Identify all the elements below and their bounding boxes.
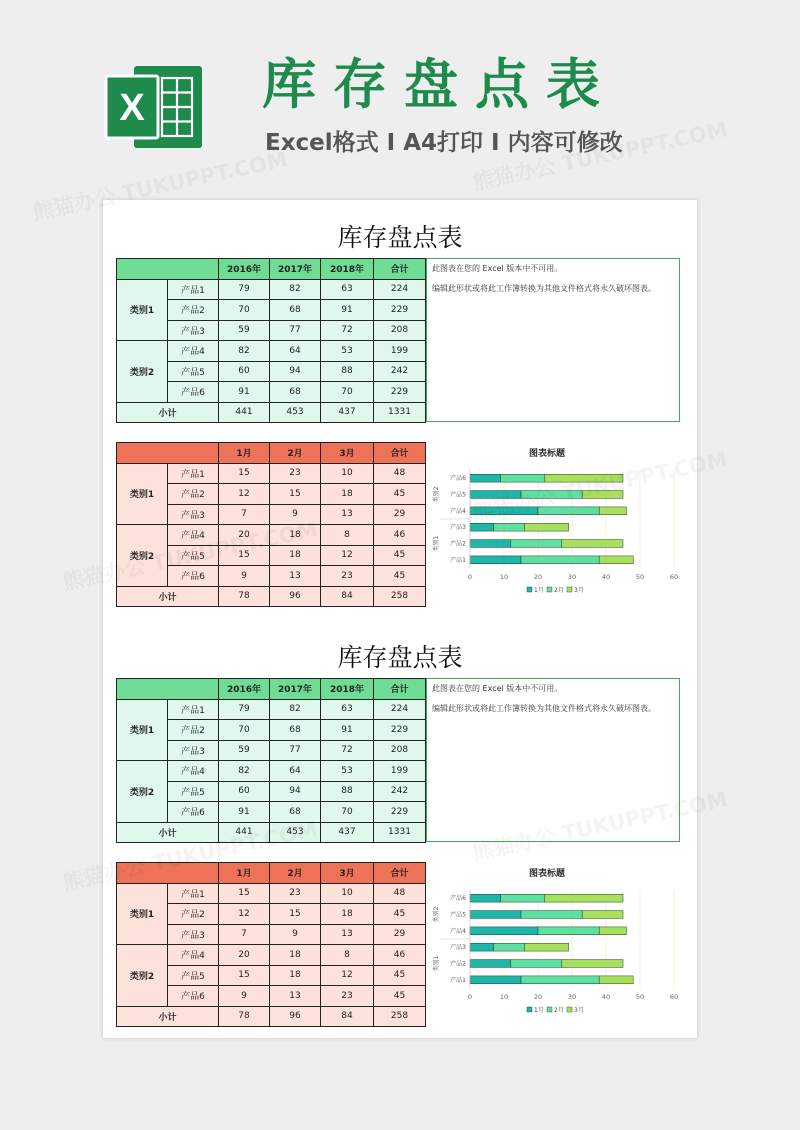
y-category-label: 产品5	[450, 911, 466, 919]
table-row	[117, 699, 426, 720]
table-row	[117, 945, 426, 966]
value-cell: 18	[270, 945, 321, 966]
subtotal-cell: 1331	[374, 822, 426, 843]
subtotal-label-cell: 小计	[117, 822, 219, 843]
chart-title: 图表标题	[528, 449, 566, 459]
y-group-label: 类别2	[433, 486, 440, 503]
value-cell: 88	[321, 781, 374, 802]
category-cell: 类别1	[117, 883, 168, 945]
y-category-label: 产品6	[450, 475, 466, 483]
chart-svg	[426, 862, 684, 1028]
value-cell: 91	[219, 802, 270, 823]
value-cell: 13	[321, 504, 374, 525]
value-cell: 229	[374, 720, 426, 741]
value-cell: 77	[270, 320, 321, 341]
chart-edit-warning-text: 编辑此形状或将此工作簿转换为其他文件格式将永久破坏图表。	[432, 704, 656, 713]
subtotal-row	[117, 1006, 426, 1027]
x-tick-label: 10	[499, 993, 509, 1001]
value-cell: 68	[270, 802, 321, 823]
sheet-title: 库存盘点表	[337, 643, 463, 672]
bar-segment	[521, 911, 582, 919]
bar-segment	[494, 523, 525, 531]
bar-segment	[501, 474, 545, 482]
bar-segment	[582, 911, 623, 919]
value-cell: 72	[321, 320, 374, 341]
value-cell: 60	[219, 781, 270, 802]
bar-segment	[562, 540, 623, 548]
value-cell: 53	[321, 761, 374, 782]
value-cell: 64	[270, 761, 321, 782]
subtotal-cell: 441	[219, 822, 270, 843]
legend-swatch	[567, 1007, 572, 1012]
value-cell: 18	[321, 484, 374, 505]
value-cell: 208	[374, 740, 426, 761]
product-label-cell: 产品6	[168, 566, 219, 587]
page-title: 库存盘点表	[262, 53, 617, 116]
value-cell: 224	[374, 279, 426, 300]
value-cell: 15	[219, 965, 270, 986]
value-cell: 48	[374, 883, 426, 904]
column-header: 1月	[219, 863, 270, 884]
monthly-stacked-bar-chart	[426, 442, 684, 608]
column-header: 2016年	[219, 679, 270, 700]
value-cell: 48	[374, 463, 426, 484]
value-cell: 15	[270, 484, 321, 505]
legend-swatch	[547, 587, 552, 592]
y-category-label: 产品3	[450, 944, 466, 952]
value-cell: 13	[270, 566, 321, 587]
column-header: 3月	[321, 443, 374, 464]
chart-unavailable-notice	[426, 258, 680, 422]
value-cell: 12	[321, 545, 374, 566]
subtotal-cell: 1331	[374, 402, 426, 423]
value-cell: 70	[219, 300, 270, 321]
value-cell: 68	[270, 300, 321, 321]
y-category-label: 产品4	[450, 507, 466, 515]
value-cell: 79	[219, 699, 270, 720]
table-header-row	[117, 679, 426, 700]
table-row	[117, 463, 426, 484]
value-cell: 12	[219, 904, 270, 925]
x-tick-label: 0	[467, 993, 473, 1001]
x-tick-label: 40	[601, 993, 611, 1001]
value-cell: 224	[374, 699, 426, 720]
bar-segment	[599, 556, 633, 564]
bar-segment	[521, 556, 599, 564]
product-label-cell: 产品1	[168, 463, 219, 484]
sheet-block	[103, 638, 697, 1046]
subtotal-cell: 78	[219, 586, 270, 607]
value-cell: 10	[321, 883, 374, 904]
chart-unavailable-text: 此图表在您的 Excel 版本中不可用。	[432, 684, 563, 693]
value-cell: 12	[321, 965, 374, 986]
value-cell: 94	[270, 781, 321, 802]
product-label-cell: 产品5	[168, 361, 219, 382]
product-label-cell: 产品6	[168, 382, 219, 403]
value-cell: 242	[374, 781, 426, 802]
table-row	[117, 525, 426, 546]
product-label-cell: 产品6	[168, 986, 219, 1007]
document-page	[103, 200, 697, 1038]
legend-label: 2月	[554, 587, 564, 594]
x-tick-label: 10	[499, 573, 509, 581]
product-label-cell: 产品4	[168, 761, 219, 782]
chart-title: 图表标题	[528, 869, 566, 879]
legend-swatch	[547, 1007, 552, 1012]
bar-segment	[470, 556, 521, 564]
bar-segment	[599, 976, 633, 984]
header-corner-cell	[117, 679, 219, 700]
value-cell: 199	[374, 761, 426, 782]
x-tick-label: 0	[467, 573, 473, 581]
subtotal-row	[117, 586, 426, 607]
x-tick-label: 50	[635, 573, 645, 581]
subtotal-cell: 441	[219, 402, 270, 423]
value-cell: 79	[219, 279, 270, 300]
table-row	[117, 761, 426, 782]
product-label-cell: 产品5	[168, 545, 219, 566]
legend-swatch	[567, 587, 572, 592]
product-label-cell: 产品2	[168, 904, 219, 925]
value-cell: 13	[270, 986, 321, 1007]
value-cell: 59	[219, 740, 270, 761]
bar-segment	[538, 927, 599, 935]
y-category-label: 产品2	[450, 960, 466, 968]
y-category-label: 产品3	[450, 524, 466, 532]
bar-segment	[470, 960, 511, 968]
table-row	[117, 341, 426, 362]
yearly-stock-table	[116, 258, 426, 423]
category-cell: 类别2	[117, 945, 168, 1007]
legend-label: 1月	[534, 587, 544, 594]
value-cell: 15	[219, 545, 270, 566]
monthly-stock-table	[116, 442, 426, 607]
table-header-row	[117, 443, 426, 464]
subtotal-cell: 437	[321, 402, 374, 423]
value-cell: 9	[219, 566, 270, 587]
column-header: 合计	[374, 443, 426, 464]
x-tick-label: 50	[635, 993, 645, 1001]
product-label-cell: 产品4	[168, 525, 219, 546]
value-cell: 45	[374, 484, 426, 505]
category-cell: 类别1	[117, 699, 168, 761]
value-cell: 23	[321, 986, 374, 1007]
column-header: 2017年	[270, 259, 321, 280]
value-cell: 82	[219, 341, 270, 362]
subtotal-label-cell: 小计	[117, 1006, 219, 1027]
subtotal-cell: 84	[321, 586, 374, 607]
value-cell: 91	[321, 300, 374, 321]
value-cell: 229	[374, 300, 426, 321]
chart-svg	[426, 442, 684, 608]
value-cell: 13	[321, 924, 374, 945]
column-header: 合计	[374, 863, 426, 884]
x-tick-label: 30	[567, 573, 577, 581]
value-cell: 23	[321, 566, 374, 587]
bar-segment	[524, 523, 568, 531]
value-cell: 46	[374, 945, 426, 966]
value-cell: 45	[374, 904, 426, 925]
category-cell: 类别1	[117, 463, 168, 525]
value-cell: 70	[321, 382, 374, 403]
monthly-stacked-bar-chart	[426, 862, 684, 1028]
category-cell: 类别2	[117, 525, 168, 587]
value-cell: 242	[374, 361, 426, 382]
value-cell: 20	[219, 525, 270, 546]
monthly-stock-table	[116, 862, 426, 1027]
value-cell: 9	[270, 924, 321, 945]
bar-segment	[470, 927, 538, 935]
y-category-label: 产品6	[450, 895, 466, 903]
value-cell: 29	[374, 504, 426, 525]
x-tick-label: 40	[601, 573, 611, 581]
legend-label: 3月	[574, 1007, 584, 1014]
header-corner-cell	[117, 863, 219, 884]
bar-segment	[470, 976, 521, 984]
bar-segment	[545, 894, 623, 902]
x-tick-label: 60	[669, 573, 679, 581]
value-cell: 91	[321, 720, 374, 741]
value-cell: 45	[374, 566, 426, 587]
bar-segment	[521, 491, 582, 499]
bar-segment	[511, 960, 562, 968]
table-header-row	[117, 259, 426, 280]
value-cell: 70	[219, 720, 270, 741]
value-cell: 20	[219, 945, 270, 966]
bar-segment	[470, 474, 501, 482]
bar-segment	[524, 943, 568, 951]
sheet-title: 库存盘点表	[337, 223, 463, 252]
chart-edit-warning-text: 编辑此形状或将此工作簿转换为其他文件格式将永久破坏图表。	[432, 284, 656, 293]
y-group-label: 类别1	[433, 535, 440, 552]
column-header: 1月	[219, 443, 270, 464]
value-cell: 63	[321, 699, 374, 720]
legend-swatch	[527, 1007, 532, 1012]
value-cell: 53	[321, 341, 374, 362]
value-cell: 12	[219, 484, 270, 505]
product-label-cell: 产品3	[168, 924, 219, 945]
value-cell: 70	[321, 802, 374, 823]
bar-segment	[582, 491, 623, 499]
column-header: 合计	[374, 679, 426, 700]
bar-segment	[521, 976, 599, 984]
value-cell: 23	[270, 883, 321, 904]
value-cell: 94	[270, 361, 321, 382]
value-cell: 18	[270, 965, 321, 986]
subtotal-cell: 258	[374, 586, 426, 607]
bar-segment	[470, 911, 521, 919]
column-header: 2017年	[270, 679, 321, 700]
y-category-label: 产品4	[450, 927, 466, 935]
value-cell: 60	[219, 361, 270, 382]
value-cell: 7	[219, 504, 270, 525]
product-label-cell: 产品5	[168, 965, 219, 986]
bar-segment	[511, 540, 562, 548]
value-cell: 229	[374, 802, 426, 823]
product-label-cell: 产品2	[168, 484, 219, 505]
bar-segment	[538, 507, 599, 515]
y-category-label: 产品1	[450, 976, 466, 984]
x-tick-label: 30	[567, 993, 577, 1001]
product-label-cell: 产品2	[168, 300, 219, 321]
column-header: 3月	[321, 863, 374, 884]
subtotal-cell: 453	[270, 822, 321, 843]
value-cell: 82	[270, 699, 321, 720]
value-cell: 64	[270, 341, 321, 362]
x-tick-label: 20	[533, 993, 543, 1001]
bar-segment	[470, 540, 511, 548]
value-cell: 82	[270, 279, 321, 300]
product-label-cell: 产品5	[168, 781, 219, 802]
value-cell: 88	[321, 361, 374, 382]
column-header: 2016年	[219, 259, 270, 280]
value-cell: 77	[270, 740, 321, 761]
subtotal-cell: 437	[321, 822, 374, 843]
value-cell: 18	[321, 904, 374, 925]
column-header: 合计	[374, 259, 426, 280]
product-label-cell: 产品1	[168, 883, 219, 904]
value-cell: 15	[219, 463, 270, 484]
value-cell: 229	[374, 382, 426, 403]
value-cell: 68	[270, 720, 321, 741]
y-group-label: 类别1	[433, 955, 440, 972]
bar-segment	[599, 927, 626, 935]
bar-segment	[545, 474, 623, 482]
value-cell: 59	[219, 320, 270, 341]
table-row	[117, 883, 426, 904]
value-cell: 82	[219, 761, 270, 782]
x-tick-label: 60	[669, 993, 679, 1001]
product-label-cell: 产品4	[168, 341, 219, 362]
bar-segment	[494, 943, 525, 951]
bar-segment	[599, 507, 626, 515]
legend-swatch	[527, 587, 532, 592]
subtotal-row	[117, 822, 426, 843]
value-cell: 9	[270, 504, 321, 525]
value-cell: 199	[374, 341, 426, 362]
y-category-label: 产品5	[450, 491, 466, 499]
legend-label: 2月	[554, 1007, 564, 1014]
subtotal-cell: 96	[270, 586, 321, 607]
subtotal-cell: 453	[270, 402, 321, 423]
column-header: 2018年	[321, 679, 374, 700]
legend-label: 1月	[534, 1007, 544, 1014]
column-header: 2018年	[321, 259, 374, 280]
table-row	[117, 279, 426, 300]
y-category-label: 产品2	[450, 540, 466, 548]
product-label-cell: 产品3	[168, 320, 219, 341]
value-cell: 18	[270, 545, 321, 566]
value-cell: 72	[321, 740, 374, 761]
value-cell: 15	[270, 904, 321, 925]
excel-logo-icon	[104, 58, 206, 156]
sheet-block	[103, 218, 697, 626]
bar-segment	[470, 943, 494, 951]
value-cell: 45	[374, 965, 426, 986]
subtotal-label-cell: 小计	[117, 402, 219, 423]
subtotal-label-cell: 小计	[117, 586, 219, 607]
value-cell: 45	[374, 545, 426, 566]
category-cell: 类别2	[117, 341, 168, 403]
subtotal-cell: 96	[270, 1006, 321, 1027]
product-label-cell: 产品2	[168, 720, 219, 741]
value-cell: 68	[270, 382, 321, 403]
x-tick-label: 20	[533, 573, 543, 581]
value-cell: 8	[321, 525, 374, 546]
bar-segment	[470, 523, 494, 531]
value-cell: 91	[219, 382, 270, 403]
header-corner-cell	[117, 443, 219, 464]
subtotal-row	[117, 402, 426, 423]
chart-unavailable-text: 此图表在您的 Excel 版本中不可用。	[432, 264, 563, 273]
value-cell: 8	[321, 945, 374, 966]
subtotal-cell: 78	[219, 1006, 270, 1027]
bar-segment	[562, 960, 623, 968]
subtotal-cell: 84	[321, 1006, 374, 1027]
value-cell: 7	[219, 924, 270, 945]
chart-unavailable-notice	[426, 678, 680, 842]
product-label-cell: 产品1	[168, 699, 219, 720]
legend-label: 3月	[574, 587, 584, 594]
bar-segment	[470, 491, 521, 499]
category-cell: 类别2	[117, 761, 168, 823]
column-header: 2月	[270, 443, 321, 464]
product-label-cell: 产品4	[168, 945, 219, 966]
yearly-stock-table	[116, 678, 426, 843]
value-cell: 46	[374, 525, 426, 546]
logo-letter: X	[119, 87, 145, 129]
value-cell: 63	[321, 279, 374, 300]
value-cell: 18	[270, 525, 321, 546]
product-label-cell: 产品6	[168, 802, 219, 823]
y-category-label: 产品1	[450, 556, 466, 564]
value-cell: 15	[219, 883, 270, 904]
table-header-row	[117, 863, 426, 884]
product-label-cell: 产品1	[168, 279, 219, 300]
page-subtitle: Excel格式 I A4打印 I 内容可修改	[265, 130, 623, 156]
y-group-label: 类别2	[433, 906, 440, 923]
column-header: 2月	[270, 863, 321, 884]
subtotal-cell: 258	[374, 1006, 426, 1027]
value-cell: 45	[374, 986, 426, 1007]
category-cell: 类别1	[117, 279, 168, 341]
bar-segment	[470, 507, 538, 515]
value-cell: 10	[321, 463, 374, 484]
value-cell: 208	[374, 320, 426, 341]
product-label-cell: 产品3	[168, 504, 219, 525]
value-cell: 9	[219, 986, 270, 1007]
bar-segment	[501, 894, 545, 902]
bar-segment	[470, 894, 501, 902]
header-corner-cell	[117, 259, 219, 280]
value-cell: 29	[374, 924, 426, 945]
product-label-cell: 产品3	[168, 740, 219, 761]
value-cell: 23	[270, 463, 321, 484]
